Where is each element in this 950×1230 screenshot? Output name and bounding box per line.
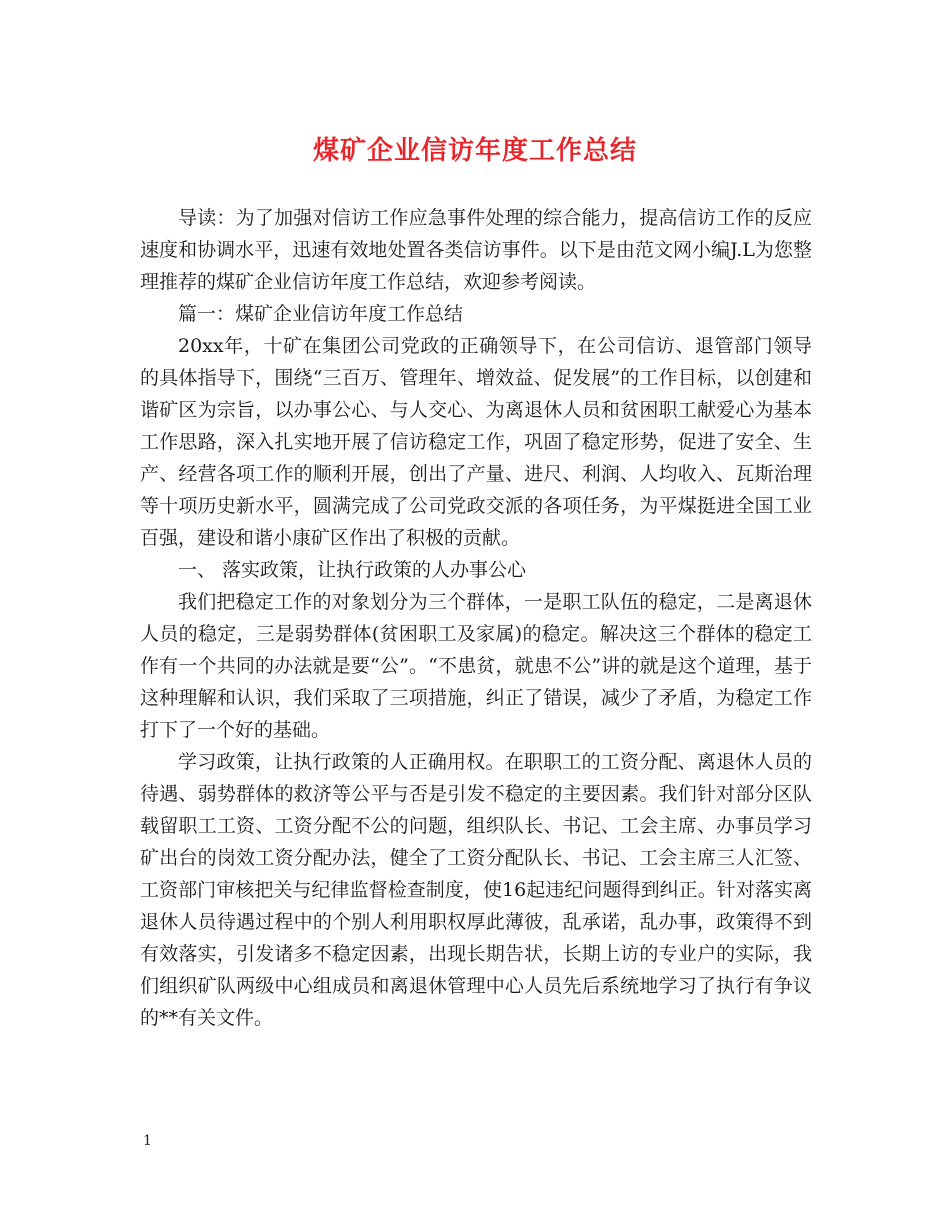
section-heading: 篇一：煤矿企业信访年度工作总结 xyxy=(178,303,464,325)
page-number: 1 xyxy=(143,1133,152,1149)
subsection-heading: 一、 落实政策，让执行政策的人办事公心 xyxy=(178,559,527,581)
body-paragraph: 学习政策，让执行政策的人正确用权。在职职工的工资分配、离退休人员的待遇、弱势群体的救济等公平与否是引发不稳定的主要因素。我们针对部分区队载留职工工资、工资分配不公的问题，组织队长、书记、工会主席、办事员学习矿出台的岗效工资分配办法，健全了工资分配队长、书记、工会主席三人汇签、工资部门审核把关与纪律监督检查制度，使16起违纪问题得到纠正。针对落实离退休人员待遇过程中的个别人利用职权厚此薄彼，乱承诺，乱办事，政策得不到有效落实，引发诸多不稳定因素，出现长期告状，长期上访的专业户的实际，我们组织矿队两级中心组成员和离退休管理中心人员先后系统地学习了执行有争议的**有关文件。 xyxy=(140,751,812,1029)
body-paragraph: 我们把稳定工作的对象划分为三个群体，一是职工队伍的稳定，二是离退休人员的稳定，三是弱势群体(贫困职工及家属)的稳定。解决这三个群体的稳定工作有一个共同的办法就是要“公”。“不患贫，就患不公”讲的就是这个道理，基于这种理解和认识，我们采取了三项措施，纠正了错误，减少了矛盾，为稳定工作打下了一个好的基础。 xyxy=(140,591,812,741)
intro-paragraph: 导读：为了加强对信访工作应急事件处理的综合能力，提高信访工作的反应速度和协调水平，迅速有效地处置各类信访事件。以下是由范文网小编J.L为您整理推荐的煤矿企业信访年度工作总结，欢迎参考阅读。 xyxy=(140,207,812,293)
document-title: 煤矿企业信访年度工作总结 xyxy=(312,136,637,166)
document-body xyxy=(140,202,812,1034)
body-paragraph: 20xx年，十矿在集团公司党政的正确领导下，在公司信访、退管部门领导的具体指导下，围绕“三百万、管理年、增效益、促发展”的工作目标，以创建和谐矿区为宗旨，以办事公心、与人交心、为离退休人员和贫困职工献爱心为基本工作思路，深入扎实地开展了信访稳定工作，巩固了稳定形势，促进了安全、生产、经营各项工作的顺利开展，创出了产量、进尺、利润、人均收入、瓦斯治理等十项历史新水平，圆满完成了公司党政交派的各项任务，为平煤挺进全国工业百强，建设和谐小康矿区作出了积极的贡献。 xyxy=(140,335,812,549)
